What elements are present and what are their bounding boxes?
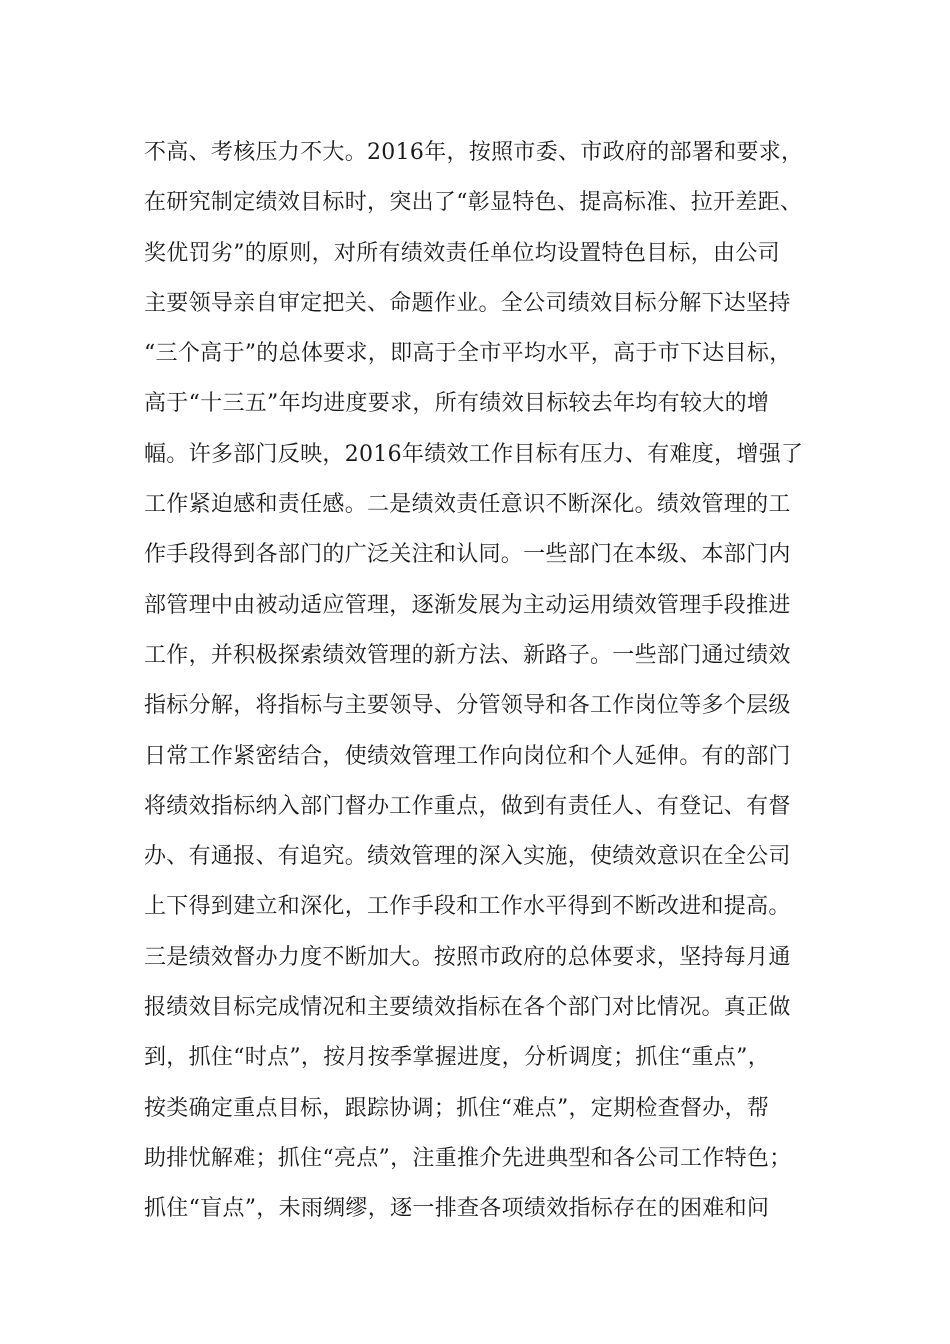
text-line: 主要领导亲自审定把关、命题作业。全公司绩效目标分解下达坚持	[144, 290, 791, 316]
text-line: 三是绩效督办力度不断加大。按照市政府的总体要求，坚持每月通	[144, 944, 791, 970]
text-line: 工作紧迫感和责任感。二是绩效责任意识不断深化。绩效管理的工	[144, 492, 791, 518]
text-line: 抓住“盲点”，未雨绸缪，逐一排查各项绩效指标存在的困难和问	[144, 1196, 770, 1222]
text-line: 指标分解，将指标与主要领导、分管领导和各工作岗位等多个层级	[144, 693, 791, 719]
text-line: 办、有通报、有追究。绩效管理的深入实施，使绩效意识在全公司	[144, 844, 791, 870]
text-line: 幅。许多部门反映，2016年绩效工作目标有压力、有难度，增强了	[144, 441, 804, 467]
text-line: 将绩效指标纳入部门督办工作重点，做到有责任人、有登记、有督	[144, 793, 791, 819]
text-line: 日常工作紧密结合，使绩效管理工作向岗位和个人延伸。有的部门	[144, 743, 791, 769]
text-line: 助排忧解难；抓住“亮点”，注重推介先进典型和各公司工作特色；	[144, 1145, 792, 1171]
text-line: 报绩效目标完成情况和主要绩效指标在各个部门对比情况。真正做	[144, 995, 791, 1021]
text-line: 奖优罚劣”的原则，对所有绩效责任单位均设置特色目标，由公司	[144, 240, 780, 266]
text-line: 到，抓住“时点”，按月按季掌握进度，分析调度；抓住“重点”，	[144, 1045, 770, 1071]
text-line: 不高、考核压力不大。2016年，按照市委、市政府的部署和要求，	[144, 140, 804, 165]
text-line: 工作，并积极探索绩效管理的新方法、新路子。一些部门通过绩效	[144, 642, 791, 668]
text-line: 在研究制定绩效目标时，突出了“彰显特色、提高标准、拉开差距、	[144, 190, 803, 216]
text-line: 按类确定重点目标，跟踪协调；抓住“难点”，定期检查督办，帮	[144, 1095, 770, 1121]
text-line: 高于“十三五”年均进度要求，所有绩效目标较去年均有较大的增	[144, 391, 770, 417]
body-text	[144, 128, 844, 1235]
text-line: 上下得到建立和深化，工作手段和工作水平得到不断改进和提高。	[144, 894, 791, 920]
text-line: 部管理中由被动适应管理，逐渐发展为主动运用绩效管理手段推进	[144, 592, 791, 618]
text-line: 作手段得到各部门的广泛关注和认同。一些部门在本级、本部门内	[144, 542, 791, 568]
text-line: “三个高于”的总体要求，即高于全市平均水平，高于市下达目标，	[144, 341, 792, 367]
